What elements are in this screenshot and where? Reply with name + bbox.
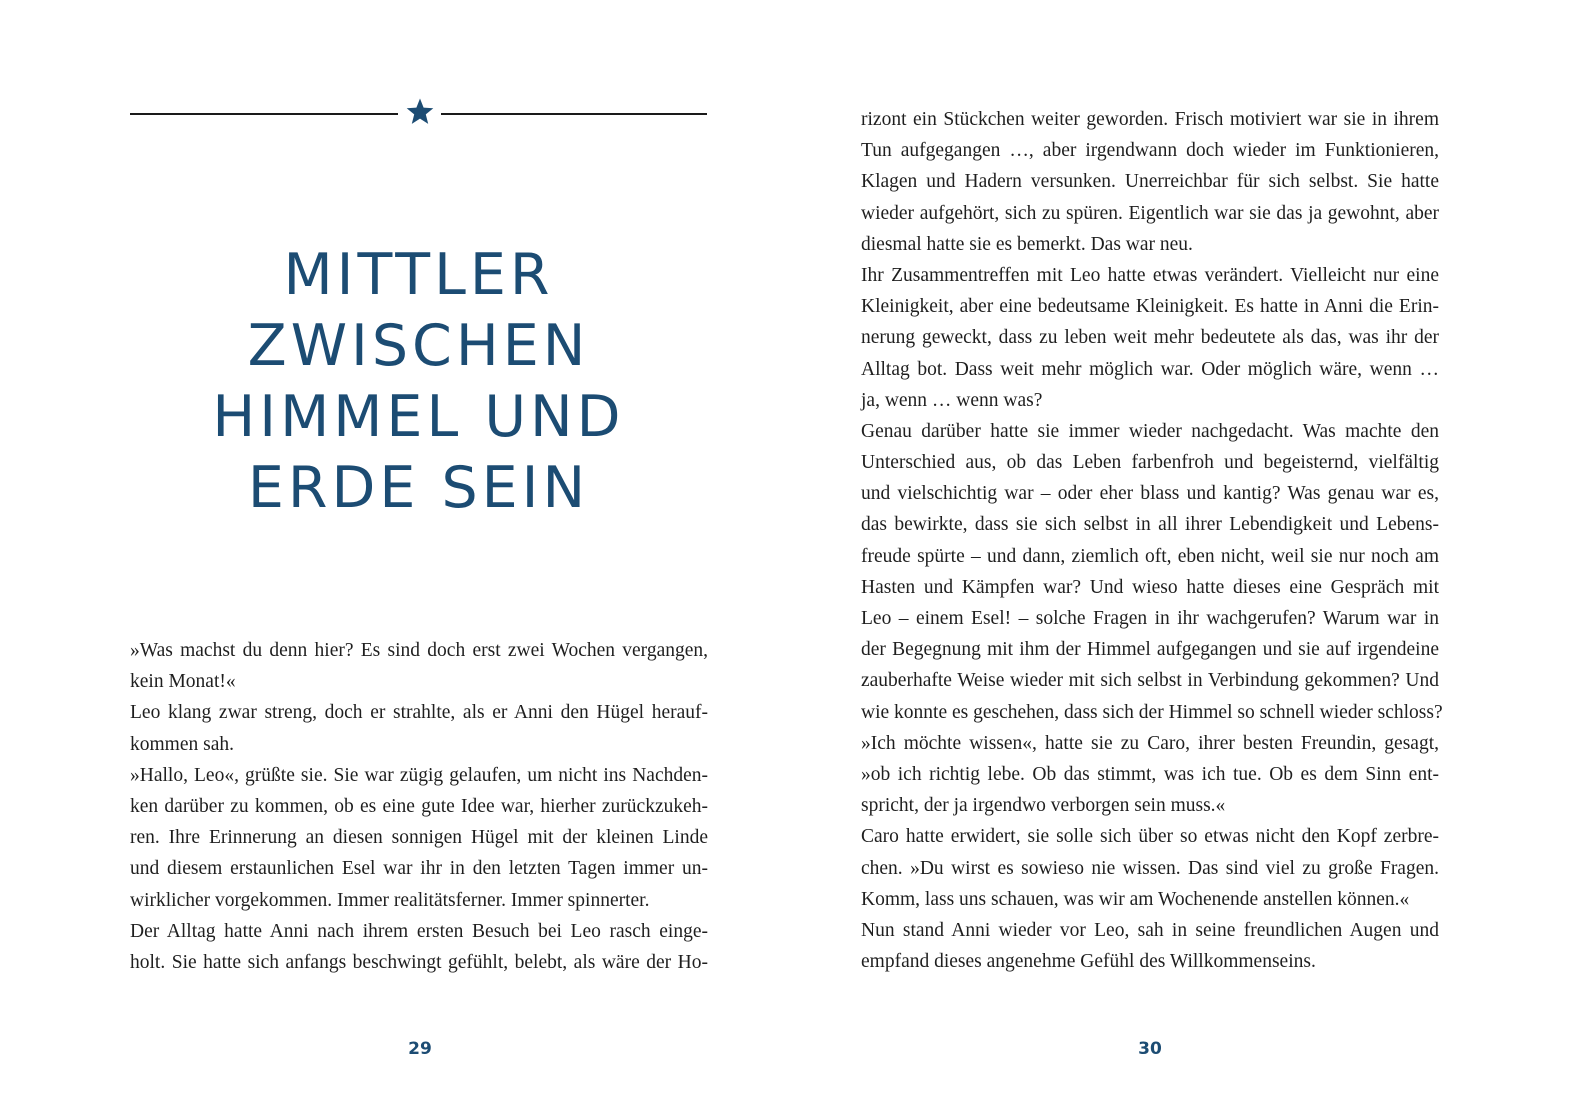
text-line: Leo klang zwar streng, doch er strahlte, als er Anni den Hügel herauf-: [130, 702, 708, 724]
text-line: »Hallo, Leo«, grüßte sie. Sie war zügig gelaufen, um nicht ins Nachden-: [130, 764, 708, 786]
text-line: wirklicher vorgekommen. Immer realitätsferner. Immer spinnerter.: [130, 889, 650, 911]
text-line: rizont ein Stückchen weiter geworden. Frisch motiviert war sie in ihrem: [861, 109, 1439, 130]
text-line: nerung geweckt, dass zu leben weit mehr bedeutete als das, was ihr der: [861, 327, 1439, 349]
text-line: empfand dieses angenehme Gefühl des Willkommenseins.: [861, 951, 1316, 973]
text-line: und vielschichtig war – oder eher blass und kantig? Was genau war es,: [861, 483, 1439, 505]
text-line: Unterschied aus, ob das Leben farbenfroh und begeisternd, vielfältig: [861, 452, 1439, 474]
text-line: freude spürte – und dann, ziemlich oft, eben nicht, weil sie nur noch am: [861, 545, 1439, 567]
text-line: holt. Sie hatte sich anfangs beschwingt gefühlt, belebt, als wäre der Ho-: [130, 951, 708, 973]
text-line: »Ich möchte wissen«, hatte sie zu Caro, ihrer besten Freundin, gesagt,: [861, 732, 1439, 754]
text-line: Tun aufgegangen …, aber irgendwann doch wieder im Funktionieren,: [861, 140, 1439, 162]
text-line: Alltag bot. Dass weit mehr möglich war. Oder möglich wäre, wenn …: [861, 358, 1439, 380]
page-number: 30: [1138, 1039, 1162, 1059]
text-line: wie konnte es geschehen, dass sich der Himmel so schnell wieder schloss?: [861, 701, 1443, 723]
chapter-title-line: HIMMEL UND: [212, 384, 625, 450]
right-body-text: [861, 104, 1443, 977]
text-line: chen. »Du wirst es sowieso nie wissen. Das sind viel zu große Fragen.: [861, 857, 1439, 879]
text-line: wieder aufgehört, sich zu spüren. Eigentlich war sie das ja gewohnt, aber: [861, 202, 1439, 224]
text-line: Klagen und Hadern versunken. Unerreichbar für sich selbst. Sie hatte: [861, 171, 1439, 193]
chapter-title-line: ZWISCHEN: [247, 313, 590, 379]
text-line: Genau darüber hatte sie immer wieder nachgedacht. Was machte den: [861, 420, 1439, 442]
text-line: kein Monat!«: [130, 671, 236, 693]
ornament-rule-right: [441, 113, 707, 115]
text-line: Leo – einem Esel! – solche Fragen in ihr wachgerufen? Warum war in: [861, 608, 1439, 629]
text-line: spricht, der ja irgendwo verborgen sein muss.«: [861, 795, 1226, 817]
text-line: Caro hatte erwidert, sie solle sich über so etwas nicht den Kopf zerbre-: [861, 826, 1439, 848]
text-line: kommen sah.: [130, 733, 234, 755]
text-line: Ihr Zusammentreffen mit Leo hatte etwas verändert. Vielleicht nur eine: [861, 264, 1439, 286]
text-line: Kleinigkeit, aber eine bedeutsame Kleinigkeit. Es hatte in Anni die Erin-: [861, 296, 1439, 318]
text-line: »ob ich richtig lebe. Ob das stimmt, was ich tue. Ob es dem Sinn ent-: [861, 763, 1439, 785]
chapter-ornament: [130, 96, 707, 130]
text-line: »Was machst du denn hier? Es sind doch erst zwei Wochen vergangen,: [130, 640, 708, 661]
text-line: Hasten und Kämpfen war? Und wieso hatte dieses eine Gespräch mit: [861, 576, 1439, 598]
text-line: Der Alltag hatte Anni nach ihrem ersten Besuch bei Leo rasch einge-: [130, 920, 708, 942]
star-icon: [405, 97, 435, 127]
ornament-rule-left: [130, 113, 398, 115]
text-line: zauberhafte Weise wieder mit sich selbst in Verbindung gekommen? Und: [861, 670, 1439, 692]
chapter-title-line: ERDE SEIN: [247, 455, 590, 521]
text-line: Nun stand Anni wieder vor Leo, sah in seine freundlichen Augen und: [861, 919, 1439, 941]
right-page: [785, 0, 1570, 1110]
text-line: ja, wenn … wenn was?: [861, 389, 1043, 411]
text-line: ren. Ihre Erinnerung an diesen sonnigen Hügel mit der kleinen Linde: [130, 827, 708, 849]
text-line: der Begegnung mit ihm der Himmel aufgegangen und sie auf irgendeine: [861, 639, 1439, 661]
text-line: und diesem erstaunlichen Esel war ihr in den letzten Tagen immer un-: [130, 858, 708, 880]
chapter-title: [130, 240, 707, 524]
chapter-title-line: MITTLER: [283, 242, 554, 308]
text-line: das bewirkte, dass sie sich selbst in all ihrer Lebendigkeit und Lebens-: [861, 514, 1439, 536]
text-line: ken darüber zu kommen, ob es eine gute Idee war, hierher zurückzukeh-: [130, 795, 708, 817]
text-line: diesmal hatte sie es bemerkt. Das war neu.: [861, 233, 1193, 255]
left-body-text: [130, 635, 708, 978]
page-number: 29: [408, 1039, 432, 1059]
text-line: Komm, lass uns schauen, was wir am Wochenende anstellen können.«: [861, 888, 1410, 910]
